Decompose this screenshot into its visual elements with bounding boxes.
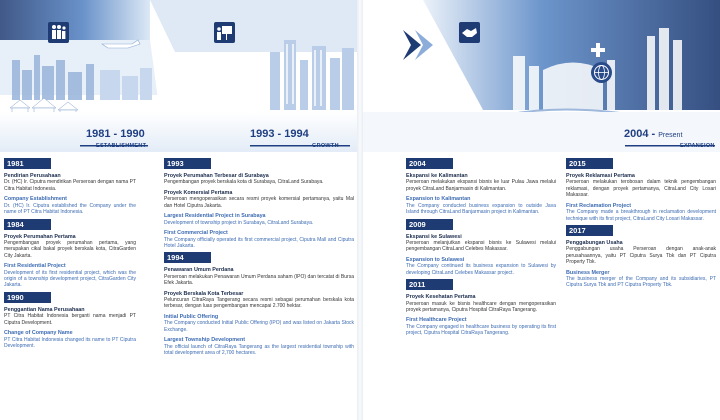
milestone-text-id: Perseroan melakukan ekspansi bisnis ke luar Pulau Jawa melalui proyek CitraLand Banjarmasin di Kalimantan. — [406, 179, 556, 192]
milestone-text-en: The Company continued its business expansion to Sulawesi by developing CitraLand Celebes Makassar project. — [406, 263, 556, 276]
milestone-title-en: Change of Company Name — [4, 330, 73, 337]
period-2004-years — [624, 128, 682, 140]
milestone-text-id: Perseroan melakukan Penawaran Umum Perdana saham (IPO) dan tercatat di Bursa Efek Jakarta. — [164, 273, 354, 287]
milestone-title-id: Penggabungan Usaha — [566, 239, 623, 246]
milestone-text-id: Dr. (HC) Ir. Ciputra mendirikan Perseroan dengan nama PT Citra Habitat Indonesia. — [4, 179, 136, 192]
milestone-text-id: Perseroan melakukan terobosan dalam teknik pengembangan reklamasi, dengan proyek pertamanya, CitraLand City Losari Makassar. — [566, 179, 716, 199]
milestone-text-en: The Company conducted Initial Public Offering (IPO) and was listed on Jakarta Stock Exchange. — [164, 320, 354, 333]
right-col-1 — [406, 155, 556, 337]
milestone-text-id: Peluncuran CitraRaya Tangerang secara resmi sebagai perumahan berskala kota terbesar, dengan luas pengembangan mencapai 2.700 hektar. — [164, 297, 354, 310]
milestone-text-en: The business merger of the Company and its subsidiaries, PT Ciputra Surya Tbk and PT Ciputra Property Tbk. — [566, 276, 716, 289]
milestone-text-id: Perseroan melanjutkan ekspansi bisnis ke Sulawesi melalui pengembangan CitraLand Celebes Makassar. — [406, 240, 556, 253]
milestone-title-en: First Reclamation Project — [566, 202, 632, 209]
left-col-2 — [164, 155, 354, 356]
milestone-text-en: Development of township project in Surabaya, CitraLand Surabaya. — [164, 219, 314, 226]
milestone-title-en: Largest Residential Project in Surabaya — [164, 213, 266, 220]
milestone-text-en: The Company conducted business expansion to outside Java Island through CitraLand Banjarmasin project in Kalimantan. — [406, 202, 556, 216]
period-2004-label: EXPANSION — [680, 143, 715, 149]
period-1981-1990-years: 1981 - 1990 — [86, 128, 145, 140]
milestone-title-en: Expansion to Kalimantan — [406, 196, 471, 203]
year-marker-1981: 1981 — [4, 158, 51, 169]
year-marker-2004: 2004 — [406, 158, 453, 169]
milestone-title-id: Penggantian Nama Perusahaan — [4, 306, 85, 313]
milestone-text-id: Pengembangan proyek berskala kota di Surabaya, CitraLand Surabaya. — [164, 179, 324, 186]
milestone-title-en: Business Merger — [566, 269, 610, 276]
milestone-title-id: Proyek Perumahan Terbesar di Surabaya — [164, 173, 269, 179]
right-col-2 — [566, 155, 716, 289]
milestone-title-id: Ekspansi ke Kalimantan — [406, 173, 468, 179]
year-marker-1990: 1990 — [4, 292, 51, 303]
milestone-title-en: Largest Township Development — [164, 337, 246, 344]
handshake-icon — [459, 22, 480, 43]
page-gutter — [357, 0, 363, 420]
milestone-title-id: Proyek Perumahan Pertama — [4, 233, 76, 240]
milestone-title-id: Ekspansi ke Sulawesi — [406, 233, 462, 240]
period-1993-1994-years: 1993 - 1994 — [250, 128, 309, 140]
family-icon — [48, 22, 69, 43]
milestone-title-en: Initial Public Offering — [164, 313, 219, 320]
period-2004-start: 2004 - — [624, 128, 656, 140]
milestone-title-id: Pendirian Perusahaan — [4, 173, 61, 179]
milestone-text-id: Pengembangan proyek perumahan pertama, yang merupakan cikal bakal proyek berskala kota, CitraGarden City Jakarta. — [4, 240, 136, 259]
year-marker-2017: 2017 — [566, 225, 613, 236]
milestone-text-id: Perseroan mengoperasikan secara resmi proyek komersial pertamanya, yaitu Mal dan Hotel Ciputra Jakarta. — [164, 196, 354, 209]
milestone-title-id: Proyek Berskala Kota Terbesar — [164, 290, 244, 297]
milestone-text-en: PT Citra Habitat Indonesia changed its name to PT Ciputra Development. — [4, 336, 136, 349]
year-marker-1984: 1984 — [4, 219, 51, 230]
milestone-title-en: First Residential Project — [4, 263, 66, 270]
milestone-title-en: Company Establishment — [4, 196, 67, 203]
milestone-title-id: Proyek Reklamasi Pertama — [566, 173, 635, 179]
milestone-text-id: PT Citra Habitat Indonesia berganti nama menjadi PT Ciputra Development. — [4, 313, 136, 326]
left-col-1 — [4, 155, 136, 349]
milestone-title-id: Proyek Kesehatan Pertama — [406, 294, 476, 301]
milestone-text-en: Development of its first residential project, which was the origin of a township development project, CitraGarden City Jakarta. — [4, 269, 136, 289]
globe-icon — [591, 62, 612, 83]
milestone-title-en: First Commercial Project — [164, 230, 228, 237]
presentation-icon — [214, 22, 235, 43]
year-marker-2015: 2015 — [566, 158, 613, 169]
milestone-title-en: First Healthcare Project — [406, 317, 467, 324]
year-marker-2009: 2009 — [406, 219, 453, 230]
milestone-text-en: Dr. (HC) Ir. Ciputra established the Company under the name of PT Citra Habitat Indonesia. — [4, 202, 136, 216]
year-marker-1993: 1993 — [164, 158, 211, 169]
milestone-text-en: The official launch of CitraRaya Tangerang as the largest residential township with total development area of 2,700 hectares. — [164, 343, 354, 356]
milestone-title-en: Expansion to Sulawesi — [406, 256, 465, 263]
year-marker-2011: 2011 — [406, 279, 453, 290]
period-present: Present — [658, 132, 683, 139]
period-1993-1994-label: GROWTH — [312, 143, 339, 149]
milestone-title-id: Penawaran Umum Perdana — [164, 267, 234, 274]
milestone-text-en: The Company officially operated its first commercial project, Ciputra Mall and Ciputra Hotel Jakarta. — [164, 236, 354, 249]
milestone-text-en: The Company made a breakthrough in reclamation development technique with its first project, CitraLand City Losari Makassar. — [566, 209, 716, 222]
milestone-title-id: Proyek Komersial Pertama — [164, 189, 233, 196]
milestone-text-id: Perseroan masuk ke bisnis healthcare dengan mengoperasikan proyek pertamanya, Ciputra Hospital CitraRaya Tangerang. — [406, 300, 556, 313]
milestone-text-en: The Company engaged in healthcare business by operating its first project, Ciputra Hospital CitraRaya Tangerang. — [406, 323, 556, 337]
period-1981-1990-label: ESTABLISHMENT — [96, 143, 147, 149]
year-marker-1994: 1994 — [164, 252, 211, 263]
milestone-text-id: Penggabungan usaha Perseroan dengan anak-anak perusahaannya, yaitu PT Ciputra Surya Tbk dan PT Ciputra Property Tbk. — [566, 246, 716, 266]
